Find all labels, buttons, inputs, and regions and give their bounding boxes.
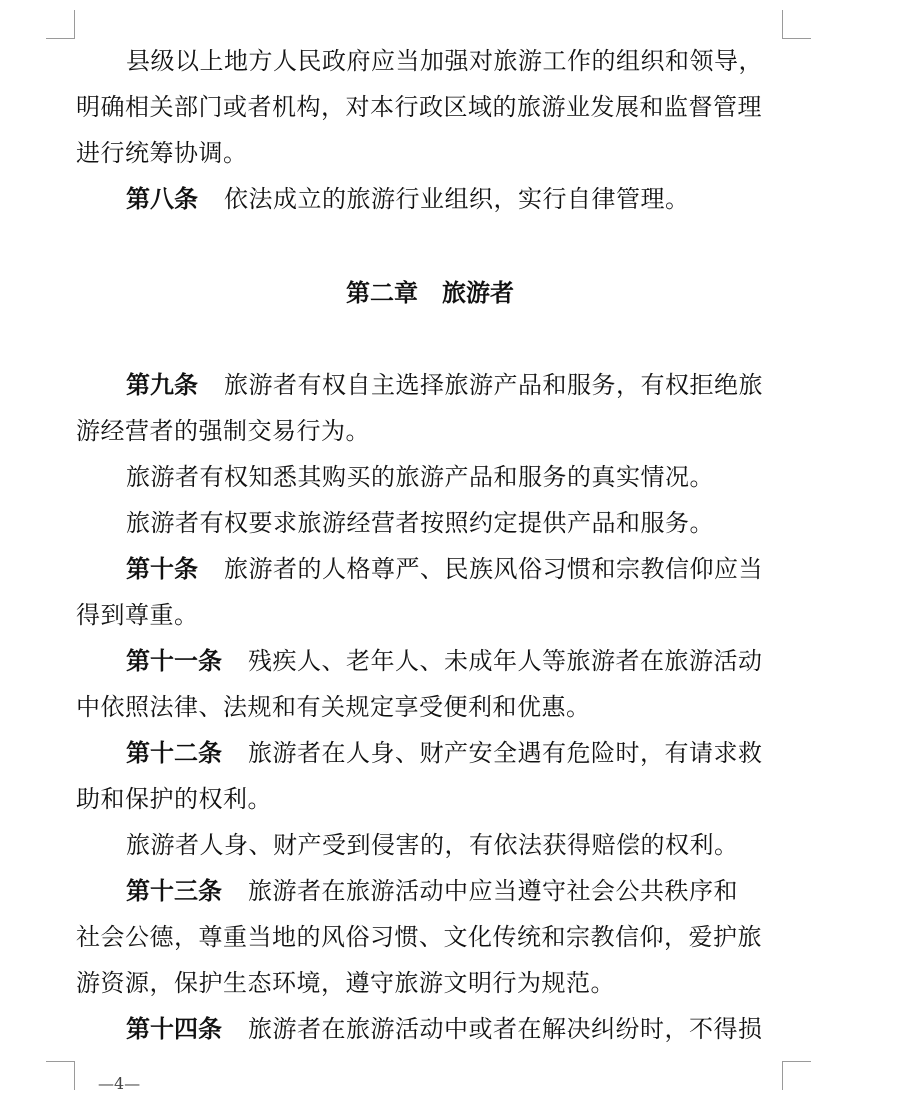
line-text: 旅游者的人格尊严、民族风俗习惯和宗教信仰应当 xyxy=(224,555,763,583)
line-text: 进行统筹协调。 xyxy=(76,139,248,167)
paragraph xyxy=(76,500,784,546)
line-text: 旅游者有权自主选择旅游产品和服务，有权拒绝旅 xyxy=(224,371,763,399)
crop-mark-bottom-right xyxy=(782,1061,811,1090)
article-number: 第十二条 xyxy=(126,739,222,767)
line-text: 旅游者有权要求旅游经营者按照约定提供产品和服务。 xyxy=(126,509,714,537)
text-line xyxy=(76,914,784,960)
article-number: 第十条 xyxy=(126,555,198,583)
line-text: 旅游者在旅游活动中或者在解决纠纷时，不得损 xyxy=(248,1015,763,1043)
line-text: 得到尊重。 xyxy=(76,601,199,629)
text-line xyxy=(76,684,784,730)
page-number: —4— xyxy=(98,1074,141,1093)
line-text: 旅游者在人身、财产安全遇有危险时，有请求救 xyxy=(248,739,763,767)
paragraph xyxy=(76,454,784,500)
document-page-body xyxy=(76,38,784,1052)
article-paragraph xyxy=(76,868,784,1006)
text-line xyxy=(76,730,784,776)
text-line xyxy=(76,822,784,868)
paragraph xyxy=(76,38,784,176)
text-line xyxy=(76,960,784,1006)
line-text: 明确相关部门或者机构，对本行政区域的旅游业发展和监督管理 xyxy=(76,93,762,121)
text-line xyxy=(76,776,784,822)
article-paragraph xyxy=(76,1006,784,1052)
text-line xyxy=(76,84,784,130)
article-number: 第十四条 xyxy=(126,1015,222,1043)
line-text: 旅游者有权知悉其购买的旅游产品和服务的真实情况。 xyxy=(126,463,714,491)
line-text: 游资源，保护生态环境，遵守旅游文明行为规范。 xyxy=(76,969,615,997)
text-line xyxy=(76,362,784,408)
article-paragraph xyxy=(76,730,784,822)
article-number: 第十一条 xyxy=(126,647,222,675)
crop-mark-top-left xyxy=(46,10,75,39)
article-number: 第八条 xyxy=(126,185,198,213)
paragraph xyxy=(76,822,784,868)
line-text: 旅游者在旅游活动中应当遵守社会公共秩序和 xyxy=(248,877,738,905)
line-text: 残疾人、老年人、未成年人等旅游者在旅游活动 xyxy=(248,647,763,675)
article-paragraph xyxy=(76,176,784,222)
article-number: 第十三条 xyxy=(126,877,222,905)
article-paragraph xyxy=(76,546,784,638)
text-line xyxy=(76,868,784,914)
line-text: 游经营者的强制交易行为。 xyxy=(76,417,370,445)
text-line xyxy=(76,546,784,592)
line-text: 中依照法律、法规和有关规定享受便利和优惠。 xyxy=(76,693,591,721)
article-paragraph xyxy=(76,638,784,730)
crop-mark-bottom-left xyxy=(46,1061,75,1090)
line-text: 县级以上地方人民政府应当加强对旅游工作的组织和领导， xyxy=(126,47,763,75)
text-line xyxy=(76,638,784,684)
text-line xyxy=(76,38,784,84)
chapter-paragraphs xyxy=(76,362,784,1052)
text-line xyxy=(76,500,784,546)
text-line xyxy=(76,1006,784,1052)
line-text: 旅游者人身、财产受到侵害的，有依法获得赔偿的权利。 xyxy=(126,831,739,859)
crop-mark-top-right xyxy=(782,10,811,39)
text-line xyxy=(76,454,784,500)
text-line xyxy=(76,408,784,454)
article-number: 第九条 xyxy=(126,371,198,399)
article-paragraph xyxy=(76,362,784,454)
text-line xyxy=(76,130,784,176)
chapter-heading: 第二章 旅游者 xyxy=(346,279,514,307)
line-text: 依法成立的旅游行业组织，实行自律管理。 xyxy=(224,185,690,213)
top-paragraphs xyxy=(76,38,784,222)
line-text: 助和保护的权利。 xyxy=(76,785,272,813)
text-line xyxy=(76,176,784,222)
text-line xyxy=(76,592,784,638)
line-text: 社会公德，尊重当地的风俗习惯、文化传统和宗教信仰，爱护旅 xyxy=(76,923,762,951)
